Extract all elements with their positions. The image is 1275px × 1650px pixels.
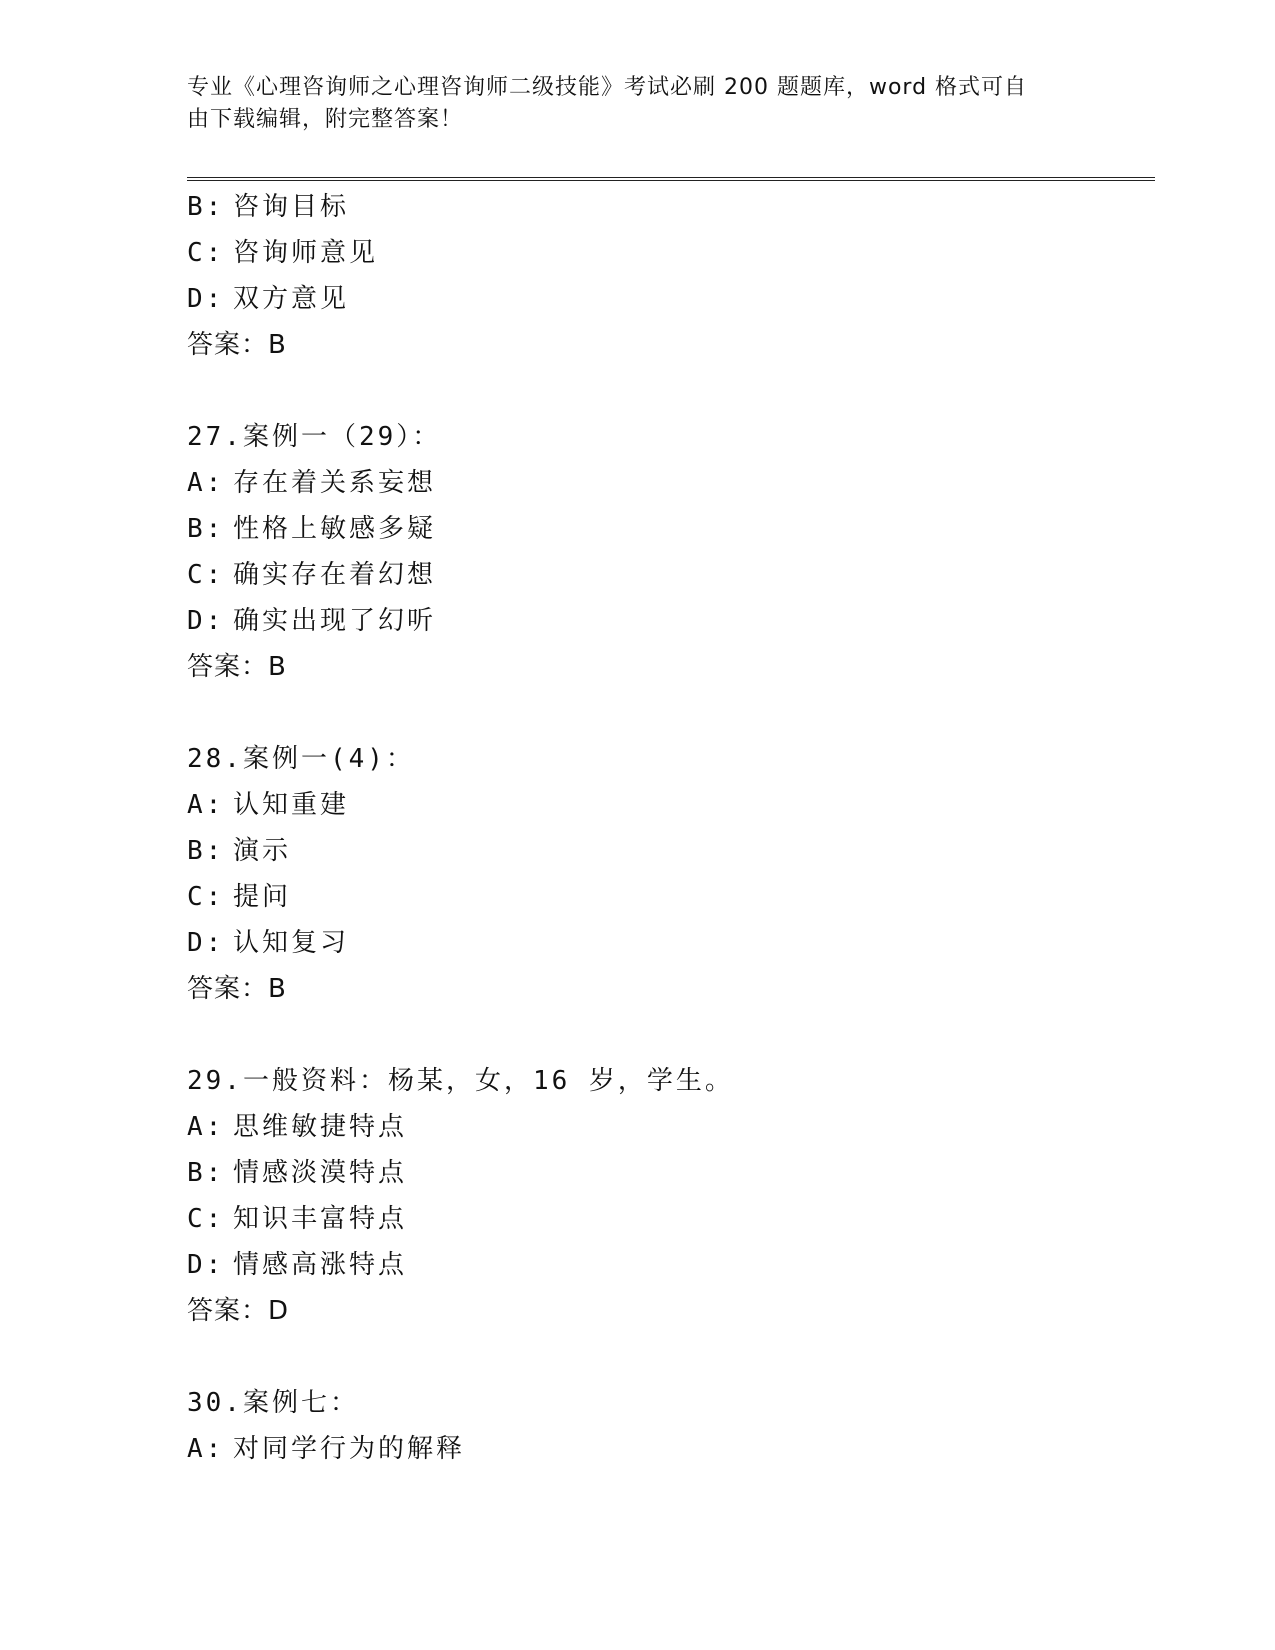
option-a: A: 思维敏捷特点	[187, 1112, 408, 1142]
option-b: B: 演示	[187, 836, 292, 866]
answer: 答案：B	[187, 330, 287, 360]
question-title: 30.案例七：	[187, 1388, 359, 1418]
option-d: D: 确实出现了幻听	[187, 606, 437, 636]
question-27	[187, 414, 1147, 690]
option-b: B: 性格上敏感多疑	[187, 514, 437, 544]
option-d: D: 双方意见	[187, 284, 350, 314]
option-c: C: 咨询师意见	[187, 238, 379, 268]
option-a: A: 认知重建	[187, 790, 350, 820]
option-c: C: 提问	[187, 882, 292, 912]
question-title: 29.一般资料：杨某，女，16 岁，学生。	[187, 1066, 734, 1096]
document-header	[187, 72, 1087, 136]
answer: 答案：B	[187, 652, 287, 682]
question-26-partial	[187, 184, 1147, 368]
option-b: B: 情感淡漠特点	[187, 1158, 408, 1188]
question-title: 27.案例一（29）：	[187, 422, 442, 452]
question-list	[187, 184, 1147, 1472]
option-a: A: 存在着关系妄想	[187, 468, 437, 498]
option-a: A: 对同学行为的解释	[187, 1434, 466, 1464]
option-b: B: 咨询目标	[187, 192, 350, 222]
answer: 答案：B	[187, 974, 287, 1004]
header-line-2: 由下载编辑，附完整答案！	[187, 107, 464, 132]
question-title: 28.案例一(4)：	[187, 744, 415, 774]
option-d: D: 情感高涨特点	[187, 1250, 408, 1280]
header-line-1: 专业《心理咨询师之心理咨询师二级技能》考试必刷 200 题题库，word 格式可自	[187, 75, 1028, 100]
option-d: D: 认知复习	[187, 928, 350, 958]
question-28	[187, 736, 1147, 1012]
header-divider	[187, 177, 1155, 181]
option-c: C: 确实存在着幻想	[187, 560, 437, 590]
question-30	[187, 1380, 1147, 1472]
question-29	[187, 1058, 1147, 1334]
option-c: C: 知识丰富特点	[187, 1204, 408, 1234]
answer: 答案：D	[187, 1296, 290, 1326]
